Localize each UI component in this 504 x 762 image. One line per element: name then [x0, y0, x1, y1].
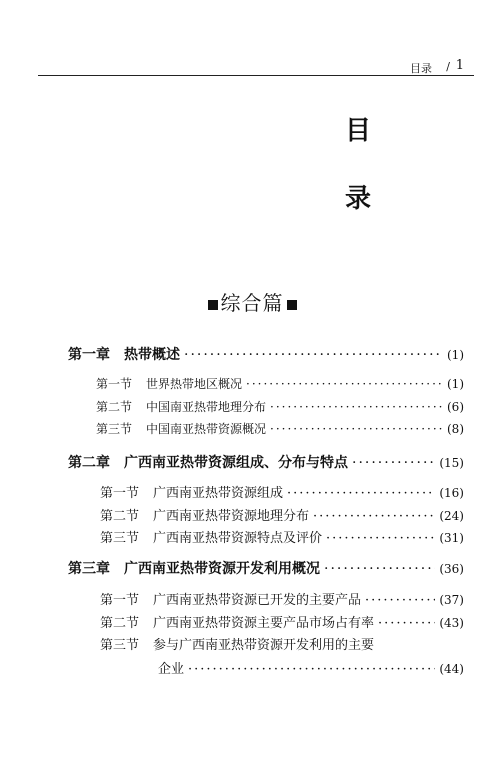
- section-label: 第二节: [100, 616, 140, 631]
- page-ref: (43): [439, 616, 464, 630]
- section-label: 第一节: [100, 486, 140, 501]
- page-ref: (1): [447, 377, 464, 391]
- chapter-label: 第三章: [68, 561, 110, 577]
- dot-leader: [246, 377, 443, 391]
- section-title-continued: 企业: [158, 662, 185, 677]
- toc-chapter-2[interactable]: [68, 452, 464, 472]
- section-label: 第一节: [100, 593, 140, 608]
- dot-leader: [352, 455, 435, 471]
- toc-section-3-2[interactable]: [100, 612, 464, 631]
- dot-leader: [378, 616, 435, 631]
- section-title: 世界热带地区概况: [146, 377, 243, 391]
- section-label: 第二节: [100, 509, 140, 524]
- toc-section-2-2[interactable]: [100, 505, 464, 524]
- page-ref: (44): [439, 662, 464, 676]
- chapter-title: 热带概述: [124, 347, 180, 363]
- section-label: 第三节: [96, 422, 133, 436]
- toc-section-1-1[interactable]: [96, 375, 464, 392]
- toc-section-3-1[interactable]: [100, 589, 464, 608]
- square-bullet-icon: [208, 300, 218, 310]
- page-title-char-2: 录: [345, 184, 372, 214]
- page-title-char-1: 目: [345, 116, 372, 146]
- page-ref: (8): [447, 422, 464, 436]
- section-label: 第二节: [96, 400, 133, 414]
- page-ref: (24): [439, 509, 464, 523]
- running-header-label: 目录: [410, 62, 432, 75]
- dot-leader: [313, 509, 435, 524]
- chapter-title: 广西南亚热带资源开发利用概况: [124, 561, 320, 577]
- section-title: 参与广西南亚热带资源开发利用的主要: [153, 638, 375, 653]
- section-label: 第三节: [100, 638, 140, 653]
- page-ref: (16): [439, 486, 464, 500]
- toc-section-2-3[interactable]: [100, 527, 464, 546]
- toc-section-3-3-continued[interactable]: [158, 658, 464, 677]
- section-label: 第三节: [100, 531, 140, 546]
- section-title: 综合篇: [220, 291, 284, 315]
- section-title: 广西南亚热带资源组成: [153, 486, 284, 501]
- section-label: 第一节: [96, 377, 133, 391]
- chapter-title: 广西南亚热带资源组成、分布与特点: [124, 455, 348, 471]
- section-title: 广西南亚热带资源特点及评价: [153, 531, 323, 546]
- toc-chapter-1[interactable]: [68, 344, 464, 364]
- dot-leader: [270, 422, 443, 436]
- dot-leader: [326, 531, 435, 546]
- page-ref: (31): [439, 531, 464, 545]
- chapter-label: 第一章: [68, 347, 110, 363]
- dot-leader: [287, 486, 435, 501]
- chapter-label: 第二章: [68, 455, 110, 471]
- toc-chapter-3[interactable]: [68, 558, 464, 578]
- running-header-page-number: 1: [455, 58, 464, 73]
- page-ref: (1): [447, 348, 464, 362]
- dot-leader: [184, 347, 443, 363]
- page-ref: (15): [439, 456, 464, 470]
- running-header-separator: /: [446, 60, 450, 73]
- toc-section-3-3[interactable]: [100, 634, 464, 653]
- toc-section-2-1[interactable]: [100, 482, 464, 501]
- page-ref: (6): [447, 400, 464, 414]
- square-bullet-icon: [287, 300, 297, 310]
- toc-section-1-2[interactable]: [96, 398, 464, 415]
- page-ref: (37): [439, 593, 464, 607]
- header-rule: [38, 75, 474, 76]
- section-title: 中国南亚热带资源概况: [146, 422, 267, 436]
- section-title: 广西南亚热带资源主要产品市场占有率: [153, 616, 375, 631]
- section-title: 广西南亚热带资源地理分布: [153, 509, 310, 524]
- section-title: 中国南亚热带地理分布: [146, 400, 267, 414]
- toc-section-1-3[interactable]: [96, 420, 464, 437]
- dot-leader: [365, 593, 435, 608]
- page-ref: (36): [439, 562, 464, 576]
- section-title: 广西南亚热带资源已开发的主要产品: [153, 593, 362, 608]
- dot-leader: [188, 662, 435, 677]
- dot-leader: [324, 561, 435, 577]
- section-heading: [0, 287, 504, 316]
- dot-leader: [270, 400, 443, 414]
